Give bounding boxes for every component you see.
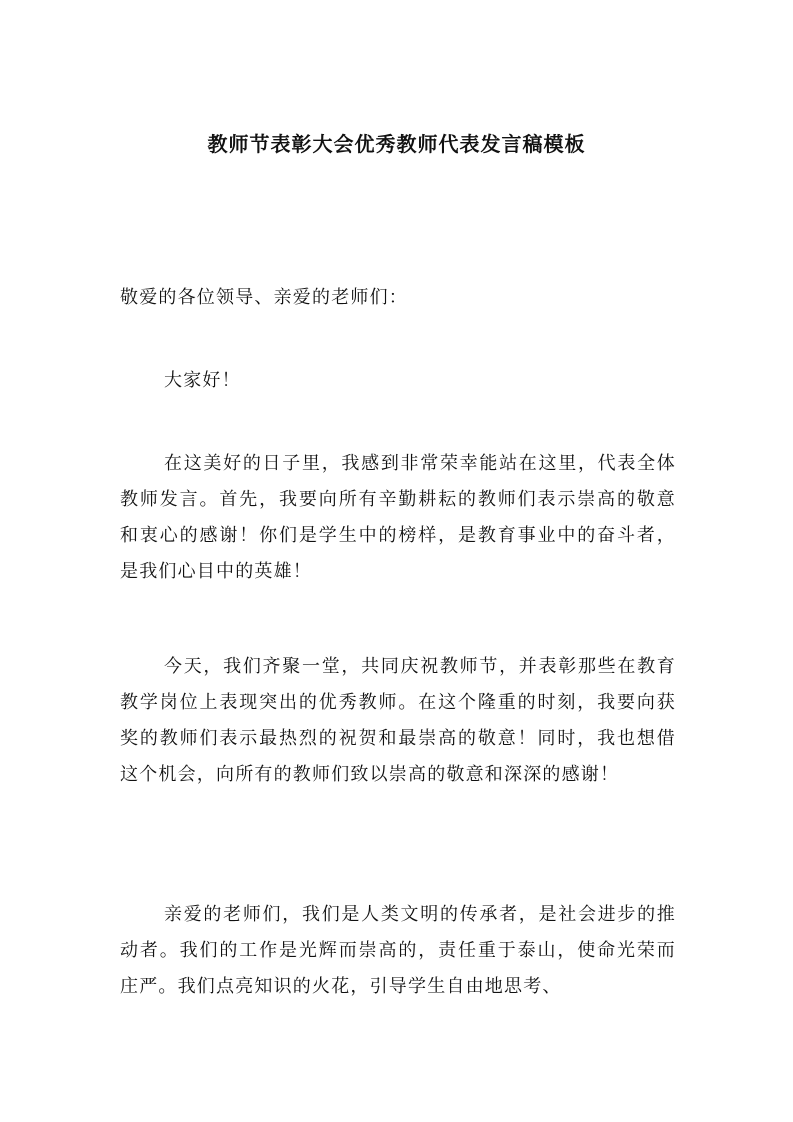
document-title: 教师节表彰大会优秀教师代表发言稿模板 (207, 132, 586, 156)
greeting: 大家好！ (164, 370, 241, 391)
paragraph-2: 今天，我们齐聚一堂，共同庆祝教师节，并表彰那些在教育教学岗位上表现突出的优秀教师。在这个隆重的时刻，我要向获奖的教师们表示最热烈的祝贺和最崇高的敬意！同时，我也想借这个机会，向所有的教师们致以崇高的敬意和深深的感谢！ (120, 656, 676, 785)
salutation: 敬爱的各位领导、亲爱的老师们： (120, 287, 408, 308)
paragraph-1: 在这美好的日子里，我感到非常荣幸能站在这里，代表全体教师发言。首先，我要向所有辛勤耕耘的教师们表示崇高的敬意和衷心的感谢！你们是学生中的榜样，是教育事业中的奋斗者，是我们心目中的英雄！ (120, 453, 676, 582)
paragraph-3: 亲爱的老师们，我们是人类文明的传承者，是社会进步的推动者。我们的工作是光辉而崇高的，责任重于泰山，使命光荣而庄严。我们点亮知识的火花，引导学生自由地思考、 (120, 904, 676, 997)
